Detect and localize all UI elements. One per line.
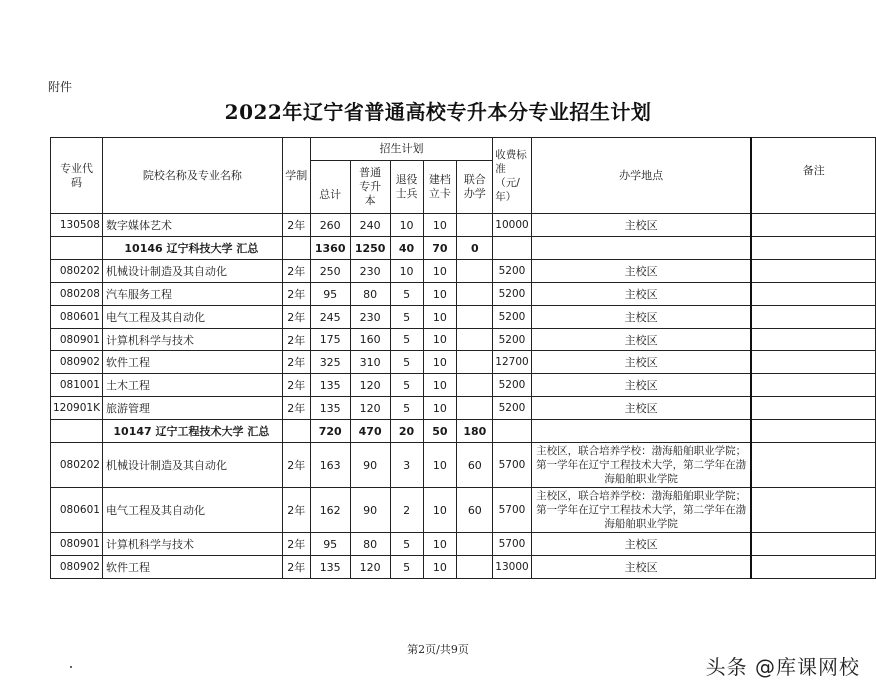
table-row bbox=[51, 260, 876, 283]
cell-name: 10147 辽宁工程技术大学 汇总 bbox=[102, 420, 282, 443]
cell-joint bbox=[457, 283, 493, 306]
table-row bbox=[51, 556, 876, 579]
header-regular: 普通专升本 bbox=[350, 161, 390, 214]
cell-fee: 10000 bbox=[493, 214, 531, 237]
table-row bbox=[51, 306, 876, 329]
cell-remark bbox=[751, 488, 875, 533]
cell-fee: 5200 bbox=[493, 283, 531, 306]
cell-regular: 120 bbox=[350, 556, 390, 579]
cell-code: 080202 bbox=[51, 443, 103, 488]
cell-joint bbox=[457, 214, 493, 237]
cell-duration: 2年 bbox=[282, 351, 310, 374]
cell-poverty: 50 bbox=[423, 420, 457, 443]
cell-poverty: 10 bbox=[423, 329, 457, 351]
cell-poverty: 10 bbox=[423, 283, 457, 306]
cell-total: 720 bbox=[310, 420, 350, 443]
table-row bbox=[51, 214, 876, 237]
cell-location: 主校区 bbox=[531, 283, 751, 306]
cell-duration: 2年 bbox=[282, 556, 310, 579]
cell-fee: 5700 bbox=[493, 443, 531, 488]
cell-name: 软件工程 bbox=[102, 351, 282, 374]
cell-location: 主校区 bbox=[531, 374, 751, 397]
cell-joint bbox=[457, 351, 493, 374]
cell-joint bbox=[457, 556, 493, 579]
cell-joint: 180 bbox=[457, 420, 493, 443]
header-poverty: 建档立卡 bbox=[423, 161, 457, 214]
cell-name: 机械设计制造及其自动化 bbox=[102, 260, 282, 283]
cell-veteran: 5 bbox=[390, 306, 423, 329]
cell-total: 135 bbox=[310, 374, 350, 397]
cell-total: 1360 bbox=[310, 237, 350, 260]
cell-name: 机械设计制造及其自动化 bbox=[102, 443, 282, 488]
cell-joint bbox=[457, 533, 493, 556]
header-location: 办学地点 bbox=[531, 138, 751, 214]
cell-veteran: 5 bbox=[390, 283, 423, 306]
cell-code: 130508 bbox=[51, 214, 103, 237]
cell-poverty: 10 bbox=[423, 533, 457, 556]
cell-veteran: 5 bbox=[390, 397, 423, 420]
cell-total: 163 bbox=[310, 443, 350, 488]
cell-joint bbox=[457, 306, 493, 329]
cell-remark bbox=[751, 397, 875, 420]
cell-code: 080601 bbox=[51, 306, 103, 329]
cell-duration: 2年 bbox=[282, 397, 310, 420]
cell-duration: 2年 bbox=[282, 260, 310, 283]
cell-total: 245 bbox=[310, 306, 350, 329]
cell-regular: 80 bbox=[350, 533, 390, 556]
cell-total: 250 bbox=[310, 260, 350, 283]
cell-duration: 2年 bbox=[282, 306, 310, 329]
table-row bbox=[51, 443, 876, 488]
cell-duration: 2年 bbox=[282, 214, 310, 237]
cell-total: 175 bbox=[310, 329, 350, 351]
cell-poverty: 10 bbox=[423, 260, 457, 283]
cell-remark bbox=[751, 306, 875, 329]
cell-code: 080202 bbox=[51, 260, 103, 283]
cell-fee: 12700 bbox=[493, 351, 531, 374]
cell-name: 旅游管理 bbox=[102, 397, 282, 420]
document-title: 2022年辽宁省普通高校专升本分专业招生计划 bbox=[224, 100, 652, 124]
cell-poverty: 10 bbox=[423, 488, 457, 533]
cell-code bbox=[51, 237, 103, 260]
cell-poverty: 10 bbox=[423, 397, 457, 420]
cell-remark bbox=[751, 443, 875, 488]
cell-veteran: 10 bbox=[390, 260, 423, 283]
cell-location: 主校区，联合培养学校：渤海船舶职业学院；第一学年在辽宁工程技术大学，第二学年在渤海船舶职业学院 bbox=[531, 443, 751, 488]
cell-poverty: 70 bbox=[423, 237, 457, 260]
cell-joint bbox=[457, 374, 493, 397]
cell-veteran: 3 bbox=[390, 443, 423, 488]
cell-name: 数字媒体艺术 bbox=[102, 214, 282, 237]
cell-location: 主校区 bbox=[531, 214, 751, 237]
cell-poverty: 10 bbox=[423, 556, 457, 579]
watermark: 头条 @库课网校 bbox=[705, 655, 860, 679]
cell-location: 主校区，联合培养学校：渤海船舶职业学院；第一学年在辽宁工程技术大学，第二学年在渤海船舶职业学院 bbox=[531, 488, 751, 533]
cell-name: 10146 辽宁科技大学 汇总 bbox=[102, 237, 282, 260]
cell-remark bbox=[751, 260, 875, 283]
cell-code: 080601 bbox=[51, 488, 103, 533]
cell-poverty: 10 bbox=[423, 306, 457, 329]
cell-duration: 2年 bbox=[282, 443, 310, 488]
cell-name: 计算机科学与技术 bbox=[102, 533, 282, 556]
cell-fee: 5200 bbox=[493, 397, 531, 420]
cell-regular: 120 bbox=[350, 397, 390, 420]
cell-name: 计算机科学与技术 bbox=[102, 329, 282, 351]
header-remark: 备注 bbox=[751, 138, 875, 214]
cell-joint: 0 bbox=[457, 237, 493, 260]
cell-location: 主校区 bbox=[531, 351, 751, 374]
header-total: 总计 bbox=[310, 161, 350, 214]
cell-remark bbox=[751, 237, 875, 260]
cell-remark bbox=[751, 420, 875, 443]
cell-regular: 160 bbox=[350, 329, 390, 351]
page-indicator: 第2页/共9页 bbox=[407, 643, 469, 656]
cell-joint bbox=[457, 260, 493, 283]
cell-veteran: 5 bbox=[390, 351, 423, 374]
cell-fee: 5700 bbox=[493, 488, 531, 533]
table-row bbox=[51, 397, 876, 420]
cell-joint bbox=[457, 397, 493, 420]
header-joint: 联合办学 bbox=[457, 161, 493, 214]
cell-fee: 13000 bbox=[493, 556, 531, 579]
header-name: 院校名称及专业名称 bbox=[102, 138, 282, 214]
cell-code bbox=[51, 420, 103, 443]
cell-duration bbox=[282, 420, 310, 443]
cell-regular: 120 bbox=[350, 374, 390, 397]
header-duration: 学制 bbox=[282, 138, 310, 214]
cell-regular: 230 bbox=[350, 260, 390, 283]
cell-veteran: 20 bbox=[390, 420, 423, 443]
table-row bbox=[51, 374, 876, 397]
header-veteran: 退役士兵 bbox=[390, 161, 423, 214]
summary-row bbox=[51, 237, 876, 260]
cell-duration: 2年 bbox=[282, 329, 310, 351]
cell-location: 主校区 bbox=[531, 260, 751, 283]
cell-fee bbox=[493, 420, 531, 443]
cell-total: 135 bbox=[310, 556, 350, 579]
cell-location: 主校区 bbox=[531, 533, 751, 556]
cell-fee: 5200 bbox=[493, 306, 531, 329]
cell-regular: 240 bbox=[350, 214, 390, 237]
cell-total: 95 bbox=[310, 533, 350, 556]
cell-veteran: 40 bbox=[390, 237, 423, 260]
cell-name: 汽车服务工程 bbox=[102, 283, 282, 306]
cell-name: 电气工程及其自动化 bbox=[102, 488, 282, 533]
cell-regular: 470 bbox=[350, 420, 390, 443]
cell-fee: 5200 bbox=[493, 260, 531, 283]
cell-remark bbox=[751, 283, 875, 306]
scan-speck bbox=[70, 666, 72, 668]
table-row bbox=[51, 488, 876, 533]
cell-duration: 2年 bbox=[282, 374, 310, 397]
cell-regular: 90 bbox=[350, 488, 390, 533]
cell-code: 080902 bbox=[51, 351, 103, 374]
cell-name: 软件工程 bbox=[102, 556, 282, 579]
cell-veteran: 5 bbox=[390, 329, 423, 351]
attachment-label: 附件 bbox=[48, 80, 73, 94]
cell-remark bbox=[751, 374, 875, 397]
cell-regular: 90 bbox=[350, 443, 390, 488]
table-row bbox=[51, 533, 876, 556]
cell-remark bbox=[751, 533, 875, 556]
cell-total: 325 bbox=[310, 351, 350, 374]
cell-total: 135 bbox=[310, 397, 350, 420]
cell-total: 260 bbox=[310, 214, 350, 237]
cell-code: 081001 bbox=[51, 374, 103, 397]
cell-location: 主校区 bbox=[531, 306, 751, 329]
cell-remark bbox=[751, 556, 875, 579]
header-fee: 收费标准（元/年） bbox=[493, 138, 531, 214]
cell-fee: 5200 bbox=[493, 329, 531, 351]
header-code: 专业代码 bbox=[51, 138, 103, 214]
cell-joint: 60 bbox=[457, 488, 493, 533]
header-plan-group: 招生计划 bbox=[310, 138, 493, 161]
cell-duration bbox=[282, 237, 310, 260]
cell-location bbox=[531, 237, 751, 260]
cell-code: 080208 bbox=[51, 283, 103, 306]
cell-name: 土木工程 bbox=[102, 374, 282, 397]
cell-code: 080902 bbox=[51, 556, 103, 579]
cell-total: 162 bbox=[310, 488, 350, 533]
cell-regular: 230 bbox=[350, 306, 390, 329]
cell-remark bbox=[751, 329, 875, 351]
cell-regular: 1250 bbox=[350, 237, 390, 260]
cell-fee: 5200 bbox=[493, 374, 531, 397]
cell-fee: 5700 bbox=[493, 533, 531, 556]
cell-total: 95 bbox=[310, 283, 350, 306]
cell-remark bbox=[751, 214, 875, 237]
table-row bbox=[51, 283, 876, 306]
cell-duration: 2年 bbox=[282, 533, 310, 556]
cell-name: 电气工程及其自动化 bbox=[102, 306, 282, 329]
cell-veteran: 5 bbox=[390, 556, 423, 579]
cell-location: 主校区 bbox=[531, 329, 751, 351]
summary-row bbox=[51, 420, 876, 443]
cell-location bbox=[531, 420, 751, 443]
cell-code: 120901K bbox=[51, 397, 103, 420]
cell-code: 080901 bbox=[51, 533, 103, 556]
cell-location: 主校区 bbox=[531, 397, 751, 420]
cell-joint: 60 bbox=[457, 443, 493, 488]
cell-joint bbox=[457, 329, 493, 351]
cell-code: 080901 bbox=[51, 329, 103, 351]
cell-veteran: 2 bbox=[390, 488, 423, 533]
cell-remark bbox=[751, 351, 875, 374]
enrollment-plan-table bbox=[50, 137, 876, 579]
cell-location: 主校区 bbox=[531, 556, 751, 579]
cell-poverty: 10 bbox=[423, 351, 457, 374]
cell-poverty: 10 bbox=[423, 443, 457, 488]
cell-regular: 310 bbox=[350, 351, 390, 374]
table-row bbox=[51, 329, 876, 351]
cell-veteran: 5 bbox=[390, 533, 423, 556]
cell-veteran: 10 bbox=[390, 214, 423, 237]
cell-duration: 2年 bbox=[282, 488, 310, 533]
table-row bbox=[51, 351, 876, 374]
cell-poverty: 10 bbox=[423, 214, 457, 237]
cell-veteran: 5 bbox=[390, 374, 423, 397]
cell-poverty: 10 bbox=[423, 374, 457, 397]
cell-regular: 80 bbox=[350, 283, 390, 306]
cell-fee bbox=[493, 237, 531, 260]
cell-duration: 2年 bbox=[282, 283, 310, 306]
